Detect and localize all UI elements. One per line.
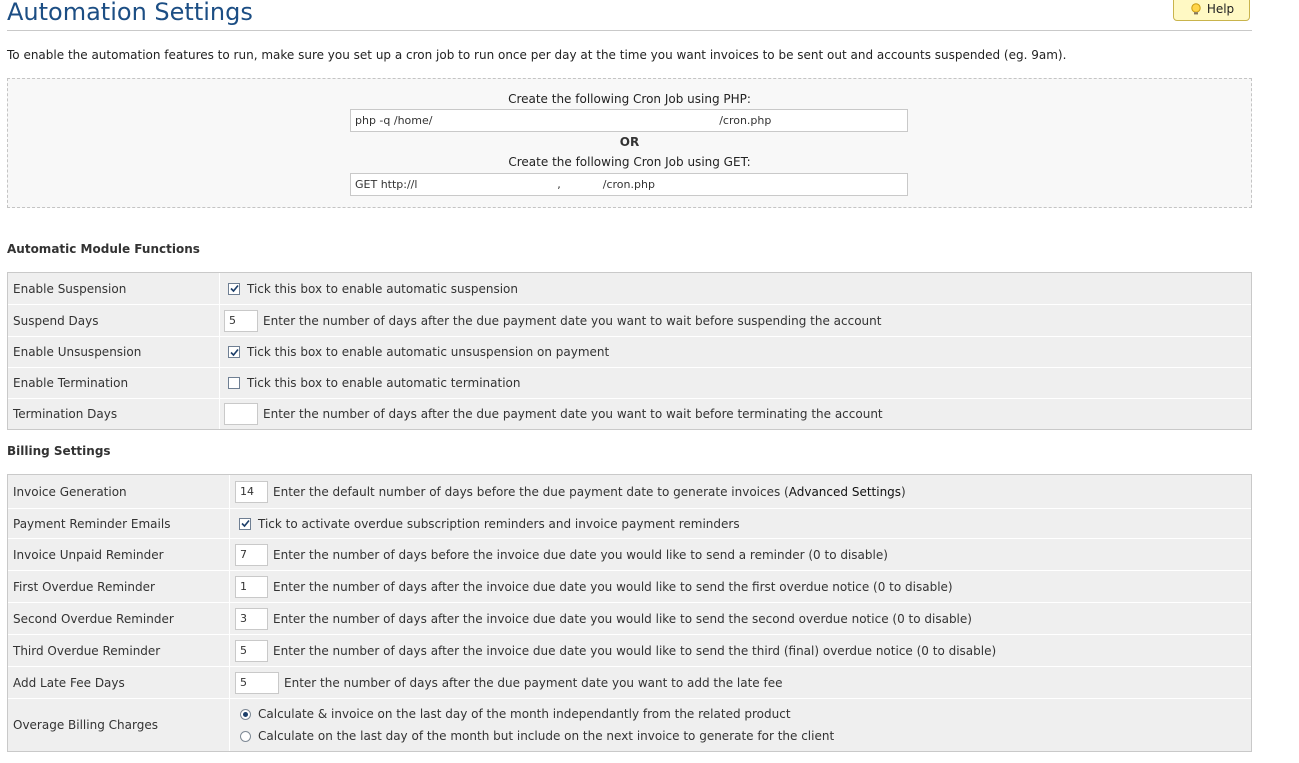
second-overdue-reminder-input[interactable]: 3 — [235, 608, 268, 630]
invoice-generation-text-end: ) — [901, 484, 906, 499]
billing-settings-table — [7, 474, 1252, 752]
first-overdue-reminder-label: First Overdue Reminder — [8, 571, 230, 602]
add-late-fee-days-input[interactable]: 5 — [235, 672, 279, 694]
termination-days-text: Enter the number of days after the due payment date you want to wait before terminating the account — [263, 407, 883, 421]
invoice-unpaid-reminder-input[interactable]: 7 — [235, 544, 268, 566]
table-row — [8, 570, 1251, 602]
enable-unsuspension-label: Enable Unsuspension — [8, 337, 220, 367]
table-row — [8, 304, 1251, 336]
radio-dot-icon — [243, 712, 248, 717]
overage-option-2-radio[interactable] — [240, 731, 251, 742]
overage-option-2-text: Calculate on the last day of the month but include on the next invoice to generate for the client — [258, 729, 835, 743]
module-functions-title: Automatic Module Functions — [7, 242, 200, 256]
suspend-days-label: Suspend Days — [8, 305, 220, 336]
intro-text: To enable the automation features to run, make sure you set up a cron job to run once per day at the time you want invoices to be sent out and accounts suspended (eg. 9am). — [7, 48, 1067, 62]
overage-option-1-radio[interactable] — [240, 709, 251, 720]
table-row — [8, 634, 1251, 666]
overage-option-1-text: Calculate & invoice on the last day of the month independantly from the related product — [258, 707, 791, 721]
invoice-unpaid-reminder-label: Invoice Unpaid Reminder — [8, 539, 230, 570]
termination-days-label: Termination Days — [8, 399, 220, 429]
title-divider — [7, 30, 1252, 31]
payment-reminder-emails-label: Payment Reminder Emails — [8, 509, 230, 538]
third-overdue-reminder-input[interactable]: 5 — [235, 640, 268, 662]
enable-suspension-text: Tick this box to enable automatic suspension — [247, 281, 518, 296]
table-row — [8, 398, 1251, 429]
table-row — [8, 475, 1251, 508]
second-overdue-reminder-text: Enter the number of days after the invoice due date you would like to send the second overdue notice (0 to disable) — [273, 611, 972, 626]
suspend-days-text: Enter the number of days after the due payment date you want to wait before suspending the account — [263, 313, 882, 328]
invoice-generation-label: Invoice Generation — [8, 475, 230, 508]
enable-unsuspension-text: Tick this box to enable automatic unsuspension on payment — [247, 345, 610, 359]
help-button[interactable] — [1173, 0, 1250, 21]
enable-termination-checkbox[interactable] — [228, 377, 240, 389]
table-row — [8, 336, 1251, 367]
checkmark-icon — [230, 284, 239, 293]
suspend-days-input[interactable]: 5 — [224, 310, 258, 332]
enable-suspension-label: Enable Suspension — [8, 273, 220, 304]
table-row — [8, 698, 1251, 751]
enable-termination-label: Enable Termination — [8, 368, 220, 398]
cron-get-command-field[interactable]: GET http://l , /cron.php — [350, 173, 908, 196]
add-late-fee-days-label: Add Late Fee Days — [8, 667, 230, 698]
enable-termination-text: Tick this box to enable automatic termination — [247, 376, 521, 390]
checkmark-icon — [230, 348, 239, 357]
advanced-settings-link[interactable]: Advanced Settings — [788, 484, 902, 499]
cron-instructions-box — [7, 78, 1252, 208]
checkmark-icon — [241, 519, 250, 528]
second-overdue-reminder-label: Second Overdue Reminder — [8, 603, 230, 634]
enable-suspension-checkbox[interactable] — [228, 283, 240, 295]
payment-reminder-emails-checkbox[interactable] — [239, 518, 251, 530]
third-overdue-reminder-label: Third Overdue Reminder — [8, 635, 230, 666]
cron-php-label: Create the following Cron Job using PHP: — [508, 92, 751, 106]
table-row — [8, 273, 1251, 304]
overage-billing-charges-label: Overage Billing Charges — [8, 699, 230, 751]
cron-get-label: Create the following Cron Job using GET: — [508, 155, 751, 169]
first-overdue-reminder-input[interactable]: 1 — [235, 576, 268, 598]
module-functions-table — [7, 272, 1252, 430]
table-row — [8, 508, 1251, 538]
invoice-generation-text: Enter the default number of days before the due payment date to generate invoices ( — [273, 484, 789, 499]
termination-days-input[interactable] — [224, 403, 258, 425]
enable-unsuspension-checkbox[interactable] — [228, 346, 240, 358]
table-row — [8, 538, 1251, 570]
table-row — [8, 367, 1251, 398]
page-title: Automation Settings — [7, 0, 253, 26]
invoice-generation-input[interactable]: 14 — [235, 481, 268, 503]
invoice-unpaid-reminder-text: Enter the number of days before the invoice due date you would like to send a reminder (0 to disable) — [273, 547, 888, 562]
help-label: Help — [1206, 1, 1235, 16]
payment-reminder-emails-text: Tick to activate overdue subscription reminders and invoice payment reminders — [258, 516, 740, 531]
billing-settings-title: Billing Settings — [7, 444, 111, 458]
table-row — [8, 602, 1251, 634]
cron-php-command-field[interactable]: php -q /home/ /cron.php — [350, 109, 908, 132]
lightbulb-icon — [1189, 2, 1203, 16]
add-late-fee-days-text: Enter the number of days after the due payment date you want to add the late fee — [284, 675, 783, 690]
first-overdue-reminder-text: Enter the number of days after the invoice due date you would like to send the first overdue notice (0 to disable) — [273, 579, 953, 594]
cron-or-label: OR — [619, 135, 640, 149]
table-row — [8, 666, 1251, 698]
third-overdue-reminder-text: Enter the number of days after the invoice due date you would like to send the third (final) overdue notice (0 to disable) — [273, 643, 997, 658]
